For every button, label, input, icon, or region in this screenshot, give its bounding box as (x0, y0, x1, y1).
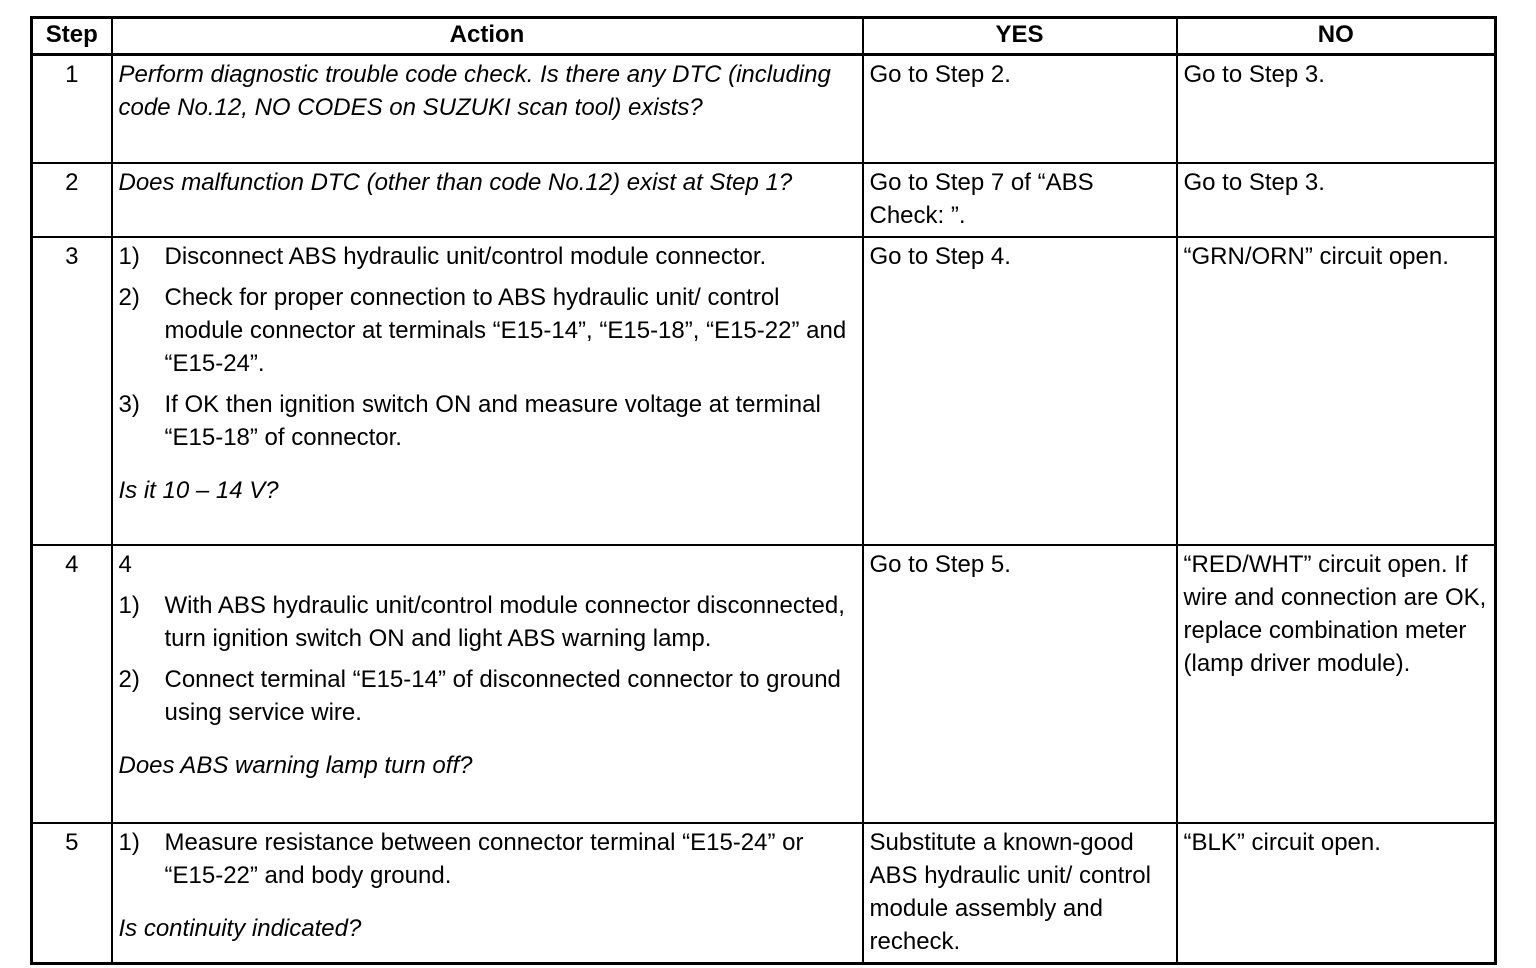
yes-cell: Substitute a known-good ABS hydraulic unit/ control module assembly and recheck. (863, 823, 1177, 964)
action-question: Is it 10 – 14 V? (118, 477, 279, 504)
table-row (32, 237, 1496, 545)
substep-list (119, 589, 856, 729)
substep-text: Measure resistance between connector terminal “E15-24” or “E15-22” and body ground. (164, 829, 804, 889)
substep-text: Disconnect ABS hydraulic unit/control module connector. (164, 243, 767, 270)
substep-number: 1) (118, 829, 140, 856)
table-row (32, 55, 1496, 164)
substep (119, 589, 856, 655)
yes-cell: Go to Step 4. (863, 237, 1177, 545)
step-number: 5 (32, 823, 112, 964)
action-cell (112, 237, 863, 545)
step-number: 3 (32, 237, 112, 545)
table-row (32, 823, 1496, 964)
header-no: NO (1177, 18, 1496, 55)
substep-text: If OK then ignition switch ON and measure voltage at terminal “E15-18” of connector. (164, 391, 821, 451)
action-cell (112, 545, 863, 823)
action-cell (112, 163, 863, 237)
step-number: 4 (32, 545, 112, 823)
substep-text: With ABS hydraulic unit/control module connector disconnected, turn ignition switch ON and light ABS warning lamp. (164, 592, 845, 652)
action-lead: 4 (118, 551, 132, 578)
substep-number: 1) (118, 592, 140, 619)
substep (119, 240, 856, 273)
no-cell: Go to Step 3. (1177, 55, 1496, 164)
substep-list (119, 826, 856, 892)
header-step: Step (32, 18, 112, 55)
no-cell: “GRN/ORN” circuit open. (1177, 237, 1496, 545)
yes-cell: Go to Step 2. (863, 55, 1177, 164)
no-cell: Go to Step 3. (1177, 163, 1496, 237)
yes-cell: Go to Step 7 of “ABS Check: ”. (863, 163, 1177, 237)
substep-number: 1) (118, 243, 140, 270)
substep (119, 663, 856, 729)
action-question: Does malfunction DTC (other than code No.12) exist at Step 1? (118, 169, 793, 196)
action-question: Is continuity indicated? (118, 915, 362, 942)
header-yes: YES (863, 18, 1177, 55)
substep-list (119, 240, 856, 454)
substep-number: 3) (118, 391, 140, 418)
header-action: Action (112, 18, 863, 55)
substep-text: Connect terminal “E15-14” of disconnected connector to ground using service wire. (164, 666, 841, 726)
action-question: Perform diagnostic trouble code check. Is there any DTC (including code No.12, NO CODES on SUZUKI scan tool) exists? (118, 61, 831, 121)
action-question: Does ABS warning lamp turn off? (118, 752, 473, 779)
substep (119, 388, 856, 454)
no-cell: “BLK” circuit open. (1177, 823, 1496, 964)
yes-cell: Go to Step 5. (863, 545, 1177, 823)
no-cell: “RED/WHT” circuit open. If wire and connection are OK, replace combination meter (lamp driver module). (1177, 545, 1496, 823)
table-row (32, 545, 1496, 823)
substep-number: 2) (118, 284, 140, 311)
step-number: 1 (32, 55, 112, 164)
step-number: 2 (32, 163, 112, 237)
substep (119, 281, 856, 380)
diagnostic-table-container (30, 16, 1494, 965)
table-row (32, 163, 1496, 237)
substep-text: Check for proper connection to ABS hydraulic unit/ control module connector at terminals “E15-14”, “E15-18”, “E15-22” and “E15-24”. (164, 284, 847, 377)
substep-number: 2) (118, 666, 140, 693)
action-cell (112, 823, 863, 964)
substep (119, 826, 856, 892)
diagnostic-table (30, 16, 1497, 965)
action-cell (112, 55, 863, 164)
table-header-row (32, 18, 1496, 55)
